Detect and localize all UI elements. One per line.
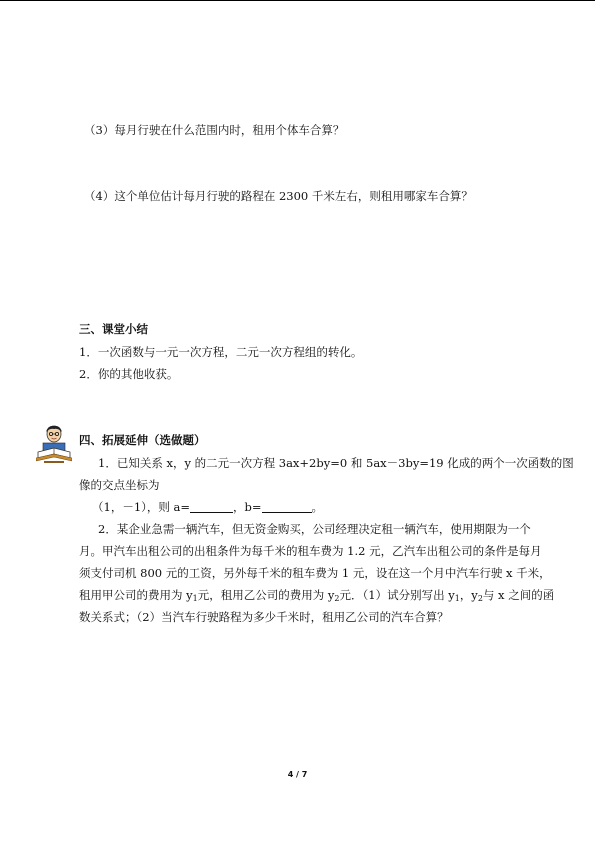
summary-item-1: 1．一次函数与一元一次方程，二元一次方程组的转化。 <box>79 345 363 359</box>
p2-sub-1: 1 <box>192 594 198 603</box>
section-4-title: 四、拓展延伸（选做题） <box>79 433 206 447</box>
p2-sub-3: 1 <box>454 594 460 603</box>
answer-blank-b[interactable] <box>262 500 312 513</box>
problem-2-line-2: 月。甲汽车出租公司的出租条件为每千米的租车费为 1.2 元，乙汽车出租公司的条件是每月 <box>79 544 542 558</box>
problem-1-line-3 <box>92 499 323 515</box>
problem-1-line-1: 1．已知关系 x，y 的二元一次方程 3ax+2by=0 和 5ax－3by=19 化成的两个一次函数的图 <box>98 456 574 470</box>
problem-2-line-3: 须支付司机 800 元的工资，另外每千米的租车费为 1 元，设在这一个月中汽车行驶 x 千米， <box>79 566 551 580</box>
p2-sub-4: 2 <box>477 594 483 603</box>
p2-sub-2: 2 <box>334 594 340 603</box>
problem-2-line-1: 2．某企业急需一辆汽车，但无资金购买，公司经理决定租一辆汽车，使用期限为一个 <box>98 522 531 536</box>
problem-1-line-2: 像的交点坐标为 <box>79 478 160 492</box>
problem-2-line-5: 数关系式；（2）当汽车行驶路程为多少千米时，租用乙公司的汽车合算？ <box>79 610 449 624</box>
page-number: 4 / 7 <box>287 770 308 779</box>
p2-text-a: 租用甲公司的费用为 y <box>79 588 193 602</box>
p2-text-c: 元．（1）试分别写出 y <box>339 588 455 602</box>
p2-text-e: 与 x 之间的函 <box>482 588 555 602</box>
question-4: （4）这个单位估计每月行驶的路程在 2300 千米左右，则租用哪家车合算？ <box>84 189 473 203</box>
problem-1-text-b: ，b= <box>233 500 262 514</box>
section-3-title: 三、课堂小结 <box>79 322 148 336</box>
p2-text-d: ，y <box>459 588 478 602</box>
problem-2-line-4 <box>79 587 554 603</box>
p2-text-b: 元，租用乙公司的费用为 y <box>197 588 335 602</box>
problem-1-text-a: （1，－1），则 a= <box>92 500 191 514</box>
problem-1-text-c: 。 <box>311 500 324 514</box>
answer-blank-a[interactable] <box>190 500 233 513</box>
summary-item-2: 2．你的其他收获。 <box>79 367 179 381</box>
header-rule <box>0 0 595 1</box>
question-3: （3）每月行驶在什么范围内时，租用个体车合算？ <box>84 123 345 137</box>
reading-figure-icon <box>36 423 72 463</box>
